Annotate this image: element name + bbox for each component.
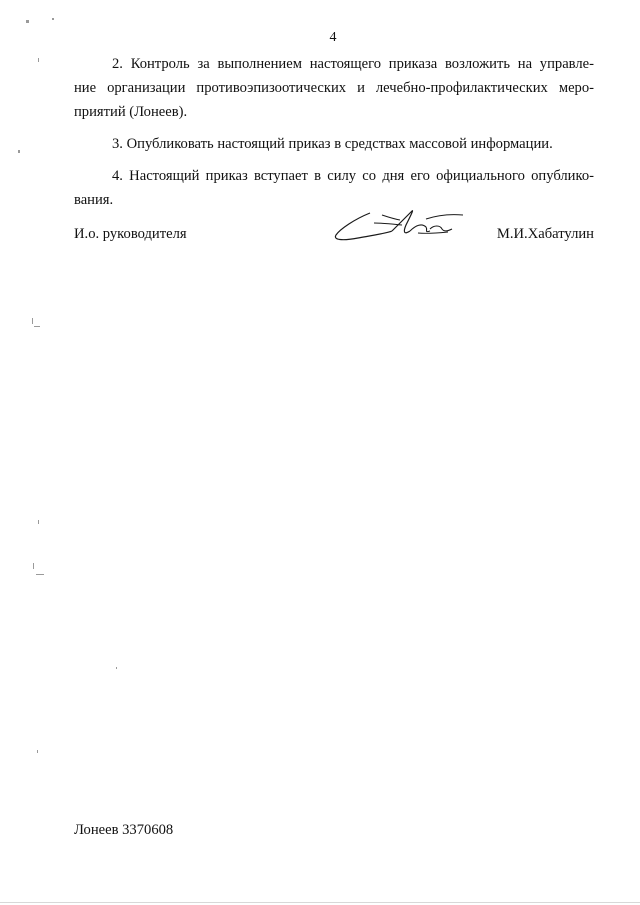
scan-speck — [26, 20, 29, 23]
scan-speck — [18, 150, 20, 153]
scan-speck — [32, 318, 33, 324]
scan-speck — [34, 326, 40, 327]
scan-speck — [38, 520, 39, 524]
paragraph-2-line-1: 2. Контроль за выполнением настоящего приказа возложить на управле- — [112, 56, 594, 72]
page-number: 4 — [329, 30, 337, 45]
signer-position: И.о. руководителя — [74, 226, 187, 242]
handwritten-signature — [330, 205, 465, 247]
scan-speck — [52, 18, 54, 20]
paragraph-4-line-1: 4. Настоящий приказ вступает в силу со дня его официального опублико- — [112, 168, 594, 184]
scan-speck — [36, 574, 44, 575]
paragraph-2 — [74, 52, 594, 124]
scan-speck — [116, 667, 117, 669]
signer-name: М.И.Хабатулин — [496, 226, 594, 242]
paragraph-2-line-3: приятий (Лонеев). — [74, 104, 188, 120]
scan-speck — [33, 563, 34, 569]
document-body — [74, 52, 594, 212]
scan-speck — [38, 58, 39, 62]
paragraph-3: 3. Опубликовать настоящий приказ в средствах массовой информации. — [112, 136, 553, 152]
paragraph-2-line-2: ние организации противоэпизоотических и лечебно-профилактических меро- — [74, 80, 594, 96]
executor-contact: Лонеев 3370608 — [74, 822, 174, 838]
scan-edge — [0, 902, 640, 903]
scan-speck — [37, 750, 38, 753]
paragraph-4-line-2: вания. — [74, 192, 114, 208]
